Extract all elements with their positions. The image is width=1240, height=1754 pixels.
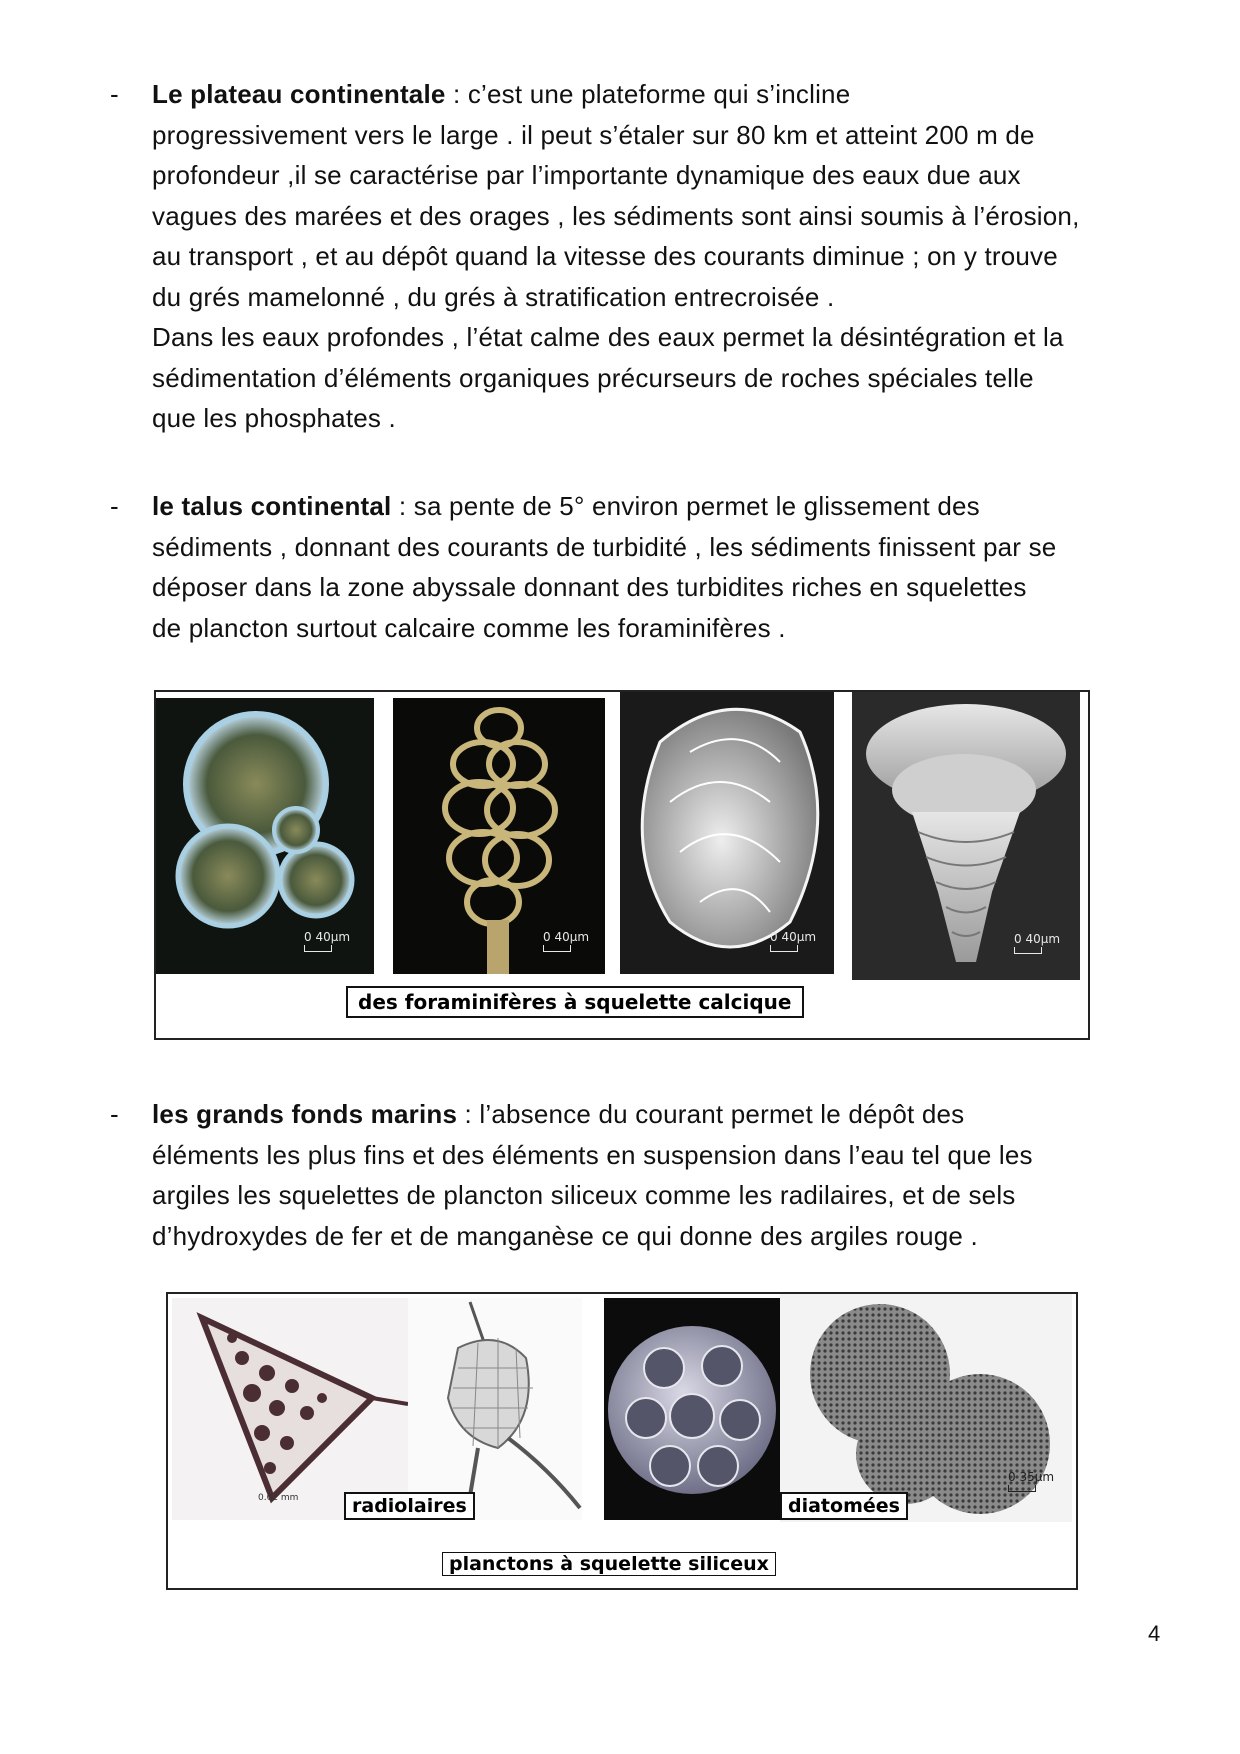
line: d’hydroxydes de fer et de manganèse ce qui donne des argiles rouge .: [152, 1220, 978, 1251]
scale-label: 0.02 mm: [258, 1493, 299, 1503]
foraminifera-photo-2: [393, 698, 605, 974]
foraminifera-photo-4: [852, 692, 1080, 980]
label-diatomees: diatomées: [780, 1492, 908, 1520]
figure-planctons-siliceux: [166, 1292, 1078, 1590]
line: profondeur ,il se caractérise par l’importante dynamique des eaux due aux: [152, 160, 1021, 190]
line: que les phosphates .: [152, 403, 396, 433]
paragraph: [152, 1094, 1190, 1256]
line: : l’absence du courant permet le dépôt des: [457, 1099, 965, 1129]
diatom-photo-1: [604, 1298, 780, 1520]
line: Dans les eaux profondes , l’état calme des eaux permet la désintégration et la: [152, 322, 1064, 352]
scale-bar: [1008, 1470, 1054, 1492]
scale-label: 0 40µm: [1014, 932, 1061, 946]
bullet: -: [110, 79, 119, 109]
line: vagues des marées et des orages , les sédiments sont ainsi soumis à l’érosion,: [152, 200, 1080, 231]
foraminifera-photo-3: [620, 692, 834, 974]
figure-caption: des foraminifères à squelette calcique: [346, 986, 804, 1018]
radiolaria-photo-1: [172, 1298, 408, 1520]
foraminifera-photo-1: [156, 698, 374, 974]
term: le talus continental: [152, 491, 392, 521]
line: déposer dans la zone abyssale donnant des turbidites riches en squelettes: [152, 572, 1027, 602]
line: progressivement vers le large . il peut s’étaler sur 80 km et atteint 200 m de: [152, 119, 1035, 150]
line: éléments les plus fins et des éléments en suspension dans l’eau tel que les: [152, 1139, 1033, 1170]
diatom-photo-2: [780, 1294, 1072, 1522]
bullet: -: [110, 491, 119, 521]
scale-label: 0 35µm: [1008, 1470, 1055, 1484]
scale-label: 0 40µm: [543, 930, 590, 944]
line: de plancton surtout calcaire comme les foraminifères .: [152, 612, 786, 643]
section-plateau-continental: [110, 74, 1190, 439]
paragraph: [152, 74, 1190, 439]
term: Le plateau continentale: [152, 79, 446, 109]
figure-foraminiferes: [154, 690, 1090, 1040]
line: argiles les squelettes de plancton siliceux comme les radilaires, et de sels: [152, 1180, 1016, 1210]
scale-bar: [543, 930, 589, 952]
section-grands-fonds-marins: [110, 1094, 1190, 1256]
scale-bar: [770, 930, 816, 952]
figure-caption: planctons à squelette siliceux: [442, 1552, 776, 1576]
line: sédiments , donnant des courants de turbidité , les sédiments finissent par se: [152, 531, 1057, 562]
section-talus-continental: [110, 486, 1190, 648]
radiolaria-photo-2: [408, 1298, 582, 1520]
scale-label: 0 40µm: [770, 930, 817, 944]
term: les grands fonds marins: [152, 1099, 458, 1129]
line: : sa pente de 5° environ permet le glissement des: [391, 491, 980, 521]
paragraph: [152, 486, 1190, 648]
scale-label: 0 40µm: [304, 930, 351, 944]
line: sédimentation d’éléments organiques précurseurs de roches spéciales telle: [152, 362, 1034, 393]
scale-bar: [304, 930, 350, 952]
line: au transport , et au dépôt quand la vitesse des courants diminue ; on y trouve: [152, 241, 1058, 271]
bullet: -: [110, 1099, 119, 1129]
label-radiolaires: radiolaires: [344, 1492, 475, 1520]
line: du grés mamelonné , du grés à stratification entrecroisée .: [152, 281, 835, 312]
scale-bar: [1014, 932, 1060, 954]
page-number: 4: [1148, 1621, 1161, 1646]
line: : c’est une plateforme qui s’incline: [445, 79, 851, 109]
